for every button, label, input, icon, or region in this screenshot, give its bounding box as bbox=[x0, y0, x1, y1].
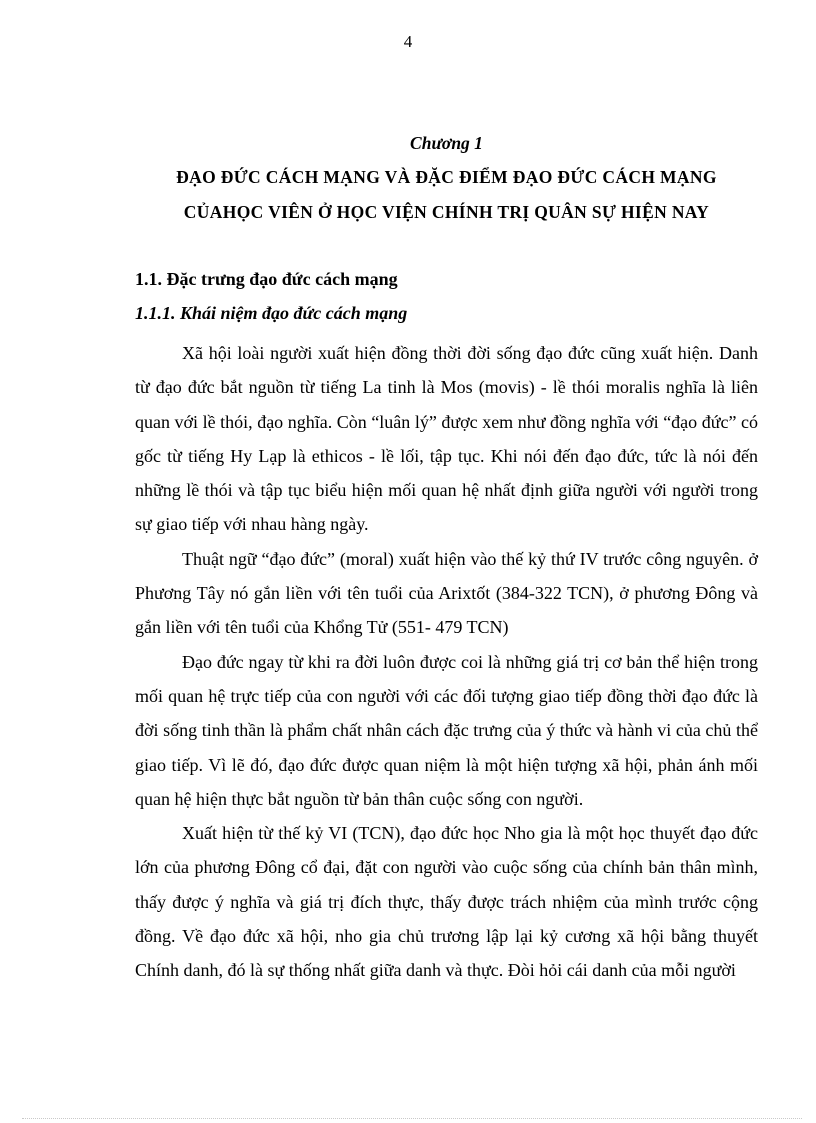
paragraph-4: Xuất hiện từ thế kỷ VI (TCN), đạo đức học Nho gia là một học thuyết đạo đức lớn của phương Đông cổ đại, đặt con người vào cuộc sống của chính bản thân mình, thấy được ý nghĩa và giá trị đích thực, thấy được trách nhiệm của mình trước cộng đồng. Về đạo đức xã hội, nho gia chủ trương lập lại kỷ cương xã hội bằng thuyết Chính danh, đó là sự thống nhất giữa danh và thực. Đòi hỏi cái danh của mỗi người bbox=[135, 823, 758, 981]
body-text bbox=[135, 336, 758, 988]
chapter-title-line-1: ĐẠO ĐỨC CÁCH MẠNG VÀ ĐẶC ĐIỂM ĐẠO ĐỨC CÁCH MẠNG bbox=[176, 167, 717, 187]
page-bottom-divider bbox=[22, 1118, 802, 1119]
chapter-label: Chương 1 bbox=[410, 133, 483, 153]
section-heading: 1.1. Đặc trưng đạo đức cách mạng bbox=[135, 269, 398, 289]
paragraph-2: Thuật ngữ “đạo đức” (moral) xuất hiện vào thế kỷ thứ IV trước công nguyên. ở Phương Tây nó gắn liền với tên tuổi của Arixtốt (384-322 TCN), ở phương Đông và gắn liền với tên tuổi của Khổng Tử (551- 479 TCN) bbox=[135, 548, 758, 638]
chapter-title-line-2: CỦAHỌC VIÊN Ở HỌC VIỆN CHÍNH TRỊ QUÂN SỰ HIỆN NAY bbox=[183, 202, 710, 222]
page-number: 4 bbox=[403, 32, 413, 51]
subsection-heading: 1.1.1. Khái niệm đạo đức cách mạng bbox=[135, 303, 408, 323]
paragraph-3: Đạo đức ngay từ khi ra đời luôn được coi là những giá trị cơ bản thể hiện trong mối quan hệ trực tiếp của con người với các đối tượng giao tiếp đồng thời đạo đức là đời sống tinh thần là phẩm chất nhân cách đặc trưng của ý thức và hành vi của chủ thể giao tiếp. Vì lẽ đó, đạo đức được quan niệm là một hiện tượng xã hội, phản ánh mối quan hệ hiện thực bắt nguồn từ bản thân cuộc sống con người. bbox=[135, 651, 758, 809]
paragraph-1: Xã hội loài người xuất hiện đồng thời đời sống đạo đức cũng xuất hiện. Danh từ đạo đức bắt nguồn từ tiếng La tinh là Mos (movis) - lề thói moralis nghĩa là liên quan với lề thói, đạo nghĩa. Còn “luân lý” được xem như đồng nghĩa với “đạo đức” có gốc từ tiếng Hy Lạp là ethicos - lề lối, tập tục. Khi nói đến đạo đức, tức là nói đến những lề thói và tập tục biểu hiện mối quan hệ nhất định giữa người với người trong sự giao tiếp với nhau hàng ngày. bbox=[135, 343, 758, 535]
